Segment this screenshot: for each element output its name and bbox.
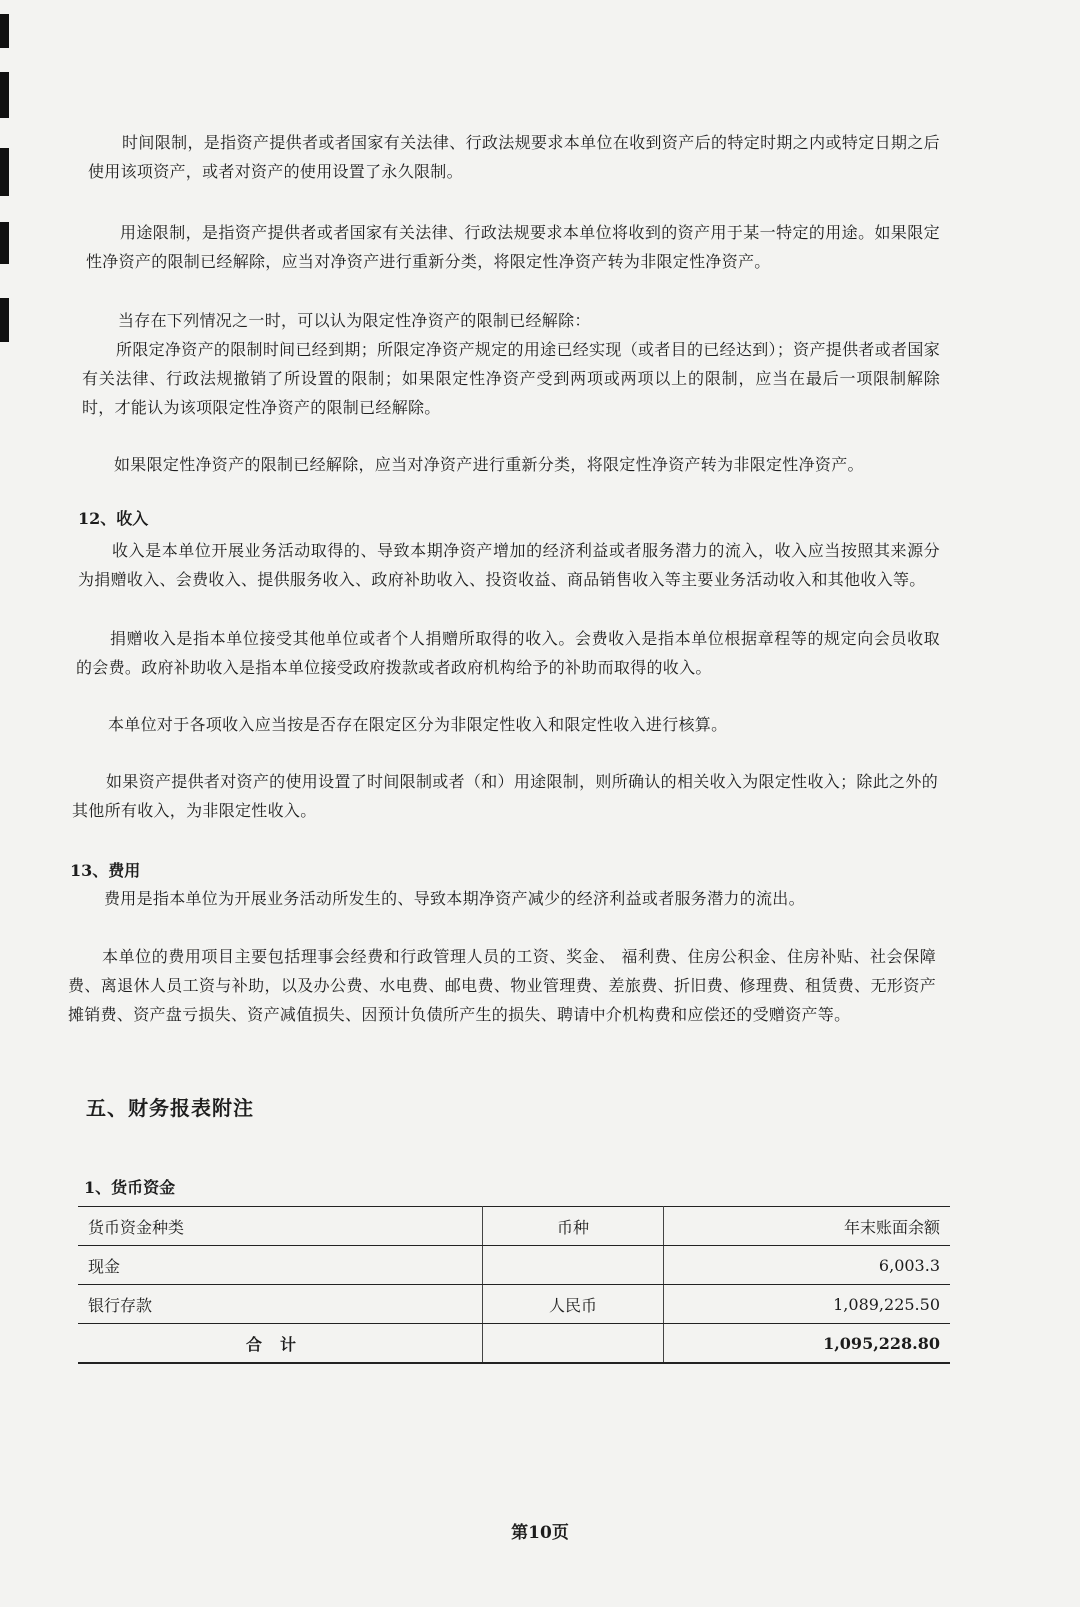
cash-heading: 1、货币资金 <box>84 1178 176 1197</box>
paragraph-release-conditions: 当存在下列情况之一时，可以认为限定性净资产的限制已经解除： <box>118 311 591 330</box>
expense-paragraph-definition: 费用是指本单位为开展业务活动所发生的、导致本期净资产减少的经济利益或者服务潜力的流出。 <box>104 889 805 908</box>
cell-type: 银行存款 <box>78 1285 483 1324</box>
column-header-currency: 币种 <box>483 1207 664 1246</box>
scan-edge-mark <box>0 72 9 118</box>
cash-table <box>78 1206 950 1364</box>
table-row <box>78 1285 950 1324</box>
scan-edge-mark <box>0 148 9 196</box>
column-header-balance: 年末账面余额 <box>664 1207 951 1246</box>
expense-heading: 13、费用 <box>70 861 141 880</box>
income-paragraph-restricted: 如果资产提供者对资产的使用设置了时间限制或者（和）用途限制，则所确认的相关收入为限定性收入；除此之外的其他所有收入，为非限定性收入。 <box>72 772 938 820</box>
section-title: 五、财务报表附注 <box>86 1096 254 1120</box>
income-paragraph-classification: 本单位对于各项收入应当按是否存在限定区分为非限定性收入和限定性收入进行核算。 <box>108 715 728 734</box>
cell-balance: 1,089,225.50 <box>664 1285 951 1324</box>
paragraph-release-cases: 所限定净资产的限制时间已经到期；所限定净资产规定的用途已经实现（或者目的已经达到）；资产提供者或者国家有关法律、行政法规撤销了所设置的限制；如果限定性净资产受到两项或两项以上的限制，应当在最后一项限制解除时，才能认为该项限定性净资产的限制已经解除。 <box>82 340 940 417</box>
total-amount: 1,095,228.80 <box>664 1324 951 1364</box>
income-heading: 12、收入 <box>78 509 149 528</box>
page-number: 第10页 <box>511 1523 569 1543</box>
cell-balance: 6,003.3 <box>664 1246 951 1285</box>
table-row <box>78 1246 950 1285</box>
scan-edge-mark <box>0 222 9 264</box>
cell-currency <box>483 1246 664 1285</box>
income-paragraph-types: 捐赠收入是指本单位接受其他单位或者个人捐赠所取得的收入。会费收入是指本单位根据章程等的规定向会员收取的会费。政府补助收入是指本单位接受政府拨款或者政府机构给予的补助而取得的收入。 <box>76 629 940 677</box>
table-header-row <box>78 1207 950 1246</box>
cell-currency: 人民币 <box>483 1285 664 1324</box>
column-header-type: 货币资金种类 <box>78 1207 483 1246</box>
expense-paragraph-items: 本单位的费用项目主要包括理事会经费和行政管理人员的工资、奖金、 福利费、住房公积金、住房补贴、社会保障费、离退休人员工资与补助，以及办公费、水电费、邮电费、物业管理费、差旅费、折旧费、修理费、租赁费、无形资产摊销费、资产盘亏损失、资产减值损失、因预计负债所产生的损失、聘请中介机构费和应偿还的受赠资产等。 <box>68 947 936 1024</box>
total-currency <box>483 1324 664 1364</box>
scan-edge-mark <box>0 298 9 342</box>
total-label: 合计 <box>78 1324 483 1364</box>
paragraph-time-restriction: 时间限制，是指资产提供者或者国家有关法律、行政法规要求本单位在收到资产后的特定时期之内或特定日期之后使用该项资产，或者对资产的使用设置了永久限制。 <box>88 133 940 181</box>
paragraph-purpose-restriction: 用途限制，是指资产提供者或者国家有关法律、行政法规要求本单位将收到的资产用于某一特定的用途。如果限定性净资产的限制已经解除，应当对净资产进行重新分类，将限定性净资产转为非限定性净资产。 <box>86 223 940 271</box>
scan-edge-mark <box>0 14 9 48</box>
income-paragraph-definition: 收入是本单位开展业务活动取得的、导致本期净资产增加的经济利益或者服务潜力的流入，收入应当按照其来源分为捐赠收入、会费收入、提供服务收入、政府补助收入、投资收益、商品销售收入等主要业务活动收入和其他收入等。 <box>78 541 940 589</box>
cell-type: 现金 <box>78 1246 483 1285</box>
table-total-row <box>78 1324 950 1364</box>
paragraph-reclassify: 如果限定性净资产的限制已经解除，应当对净资产进行重新分类，将限定性净资产转为非限定性净资产。 <box>114 455 864 474</box>
